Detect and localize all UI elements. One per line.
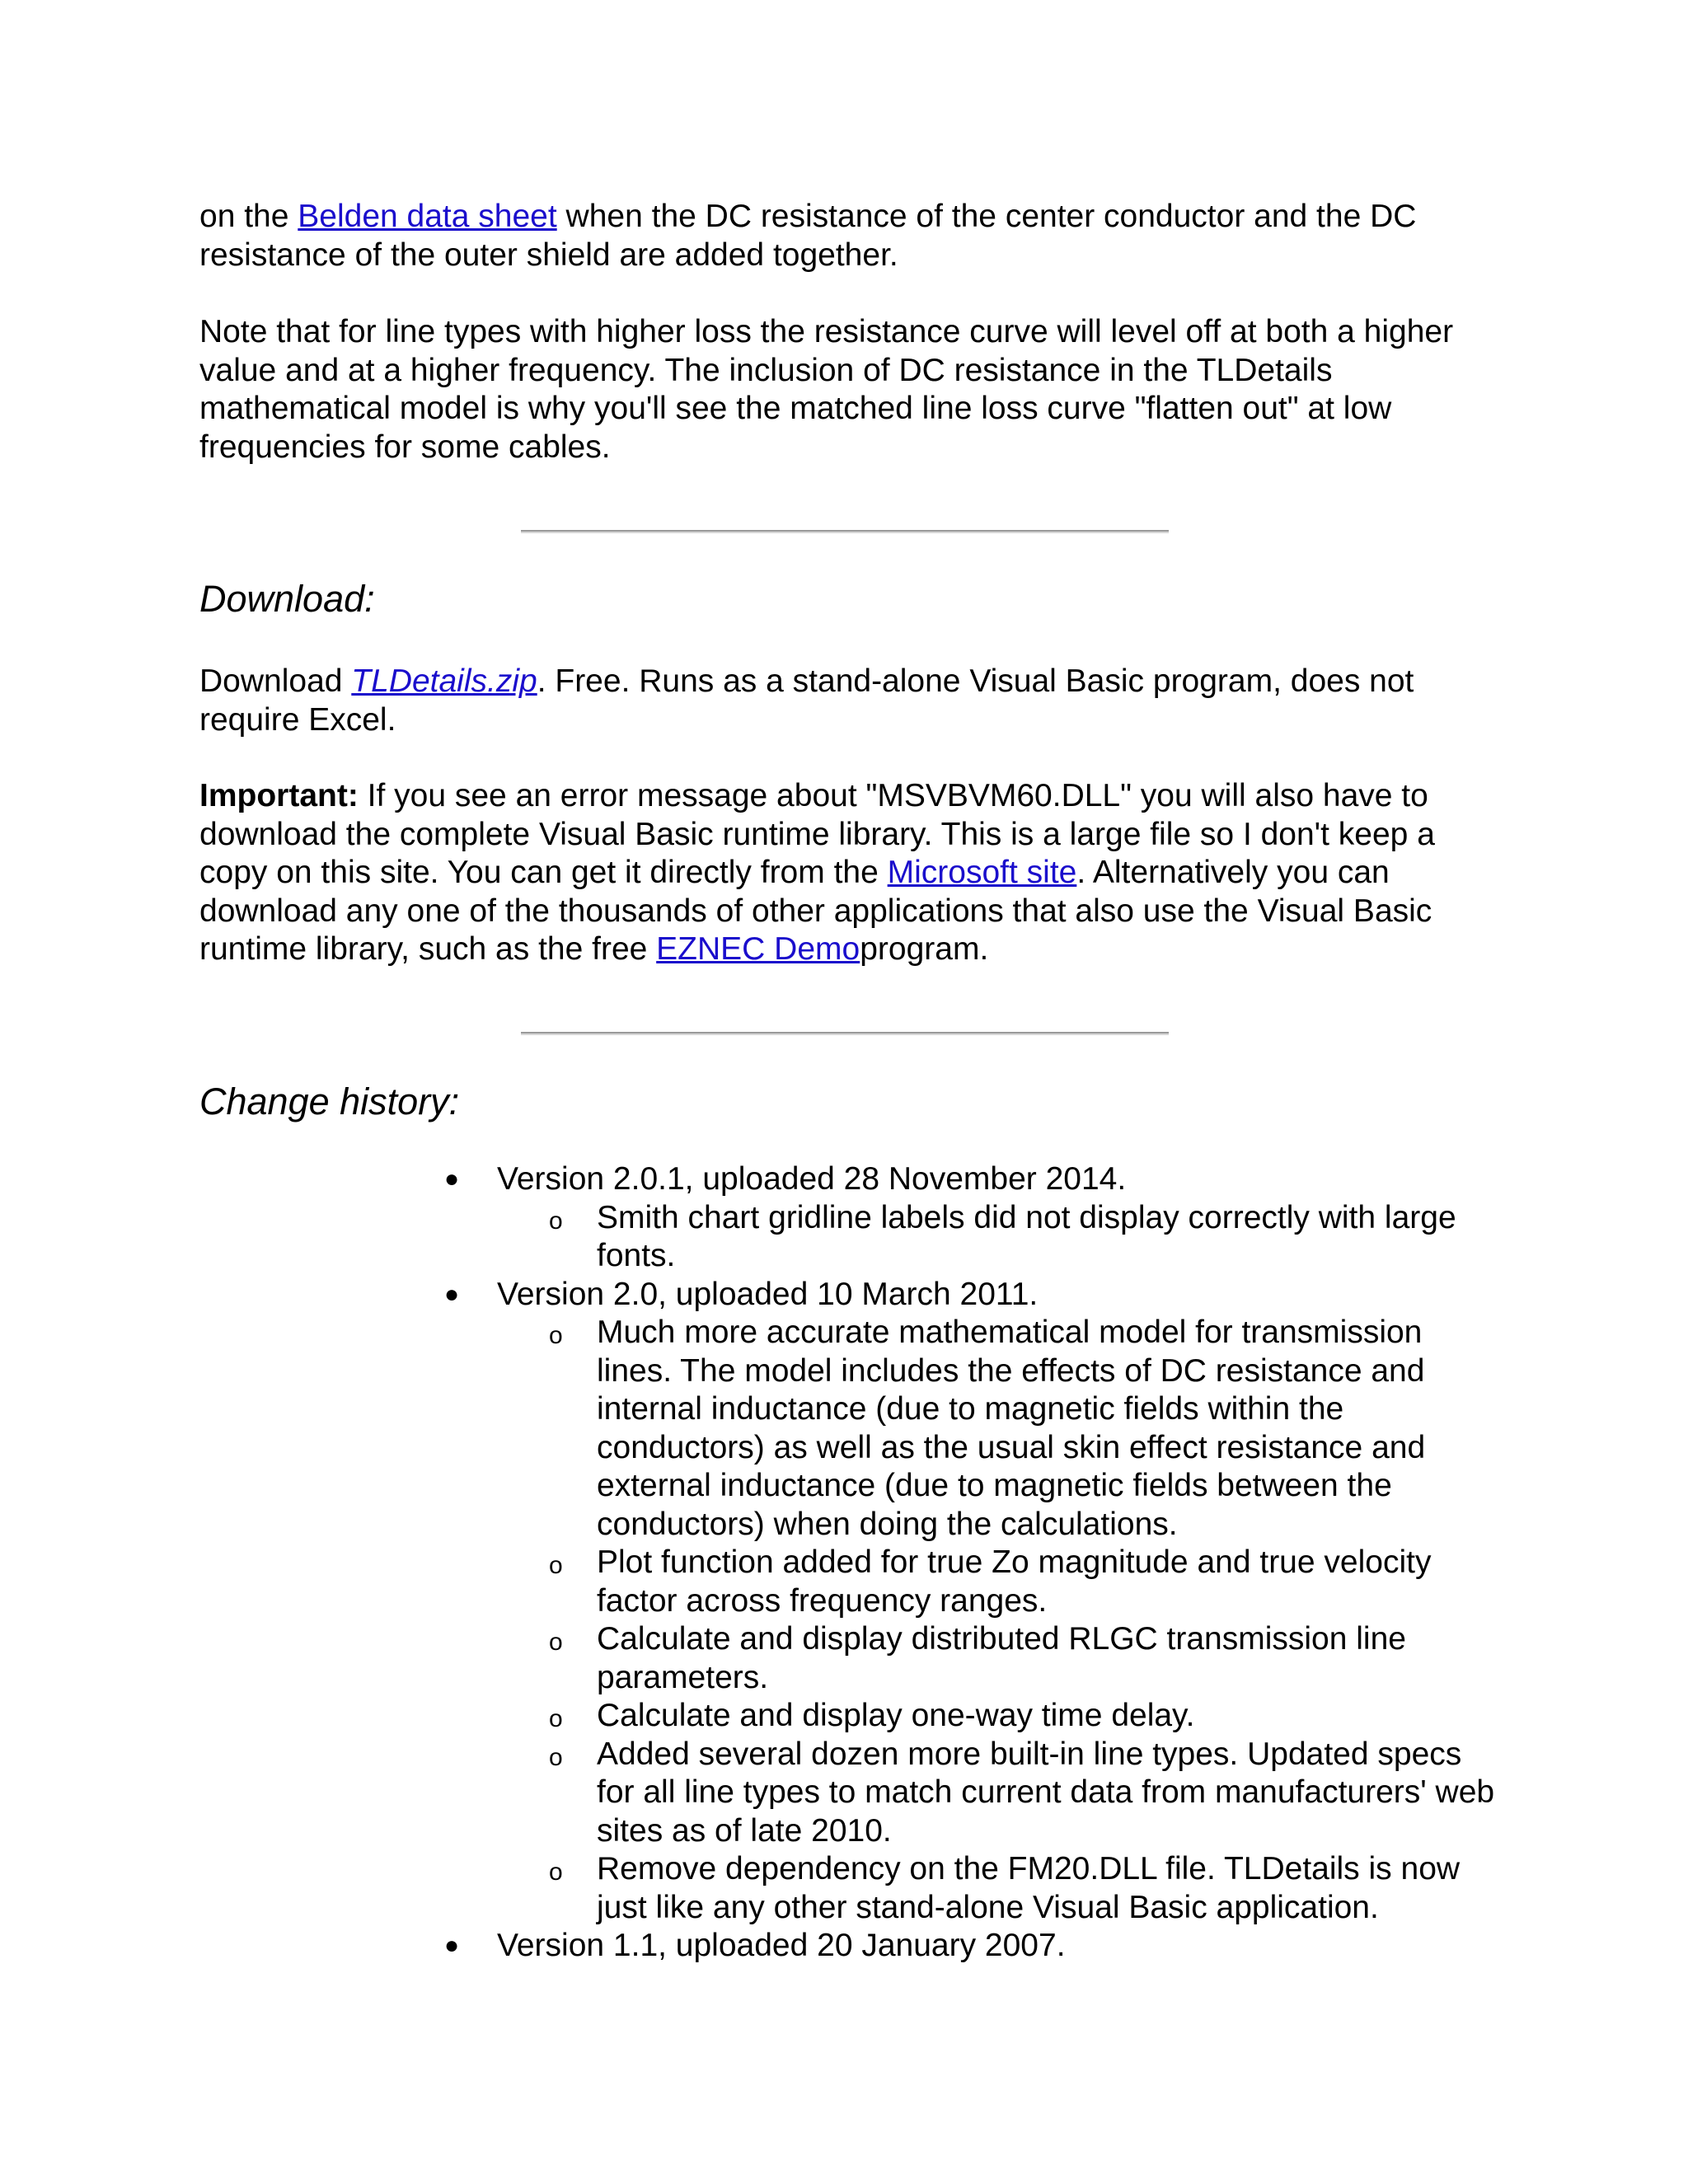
change-text: Calculate and display one-way time delay. bbox=[597, 1698, 1195, 1733]
download-suffix: . Free. Runs as a stand-alone Visual Basic program, does not require Excel. bbox=[199, 663, 1414, 738]
resistance-note-paragraph: Note that for line types with higher loss the resistance curve will level off at both a higher value and at a higher frequency. The inclusion of DC resistance in the TLDetails mathematical model is why you'll see the matched line loss curve "flatten out" at low frequencies for some cables. bbox=[199, 314, 1454, 465]
change-text: Smith chart gridline labels did not display correctly with large fonts. bbox=[597, 1199, 1456, 1273]
change-item bbox=[549, 1199, 1495, 1276]
divider-1 bbox=[521, 530, 1169, 533]
change-text: Much more accurate mathematical model for transmission lines. The model includes the effects of DC resistance and internal inductance (due to magnetic fields within the conductors) as well as the usual skin effect resistance and external inductance (due to magnetic fields between the conductors) when doing the calculations. bbox=[597, 1315, 1426, 1542]
belden-paragraph bbox=[199, 198, 1502, 274]
version-title: Version 2.0.1, uploaded 28 November 2014. bbox=[497, 1161, 1127, 1197]
bullet-icon: ● bbox=[444, 1280, 460, 1308]
change-item bbox=[549, 1544, 1495, 1620]
circle-bullet-icon: o bbox=[549, 1629, 563, 1656]
important-text-3: program. bbox=[860, 931, 989, 967]
change-text: Plot function added for true Zo magnitude and true velocity factor across frequency ranges. bbox=[597, 1544, 1432, 1619]
change-history-heading: Change history: bbox=[199, 1080, 460, 1122]
important-text-1: If you see an error message about "MSVBVM60.DLL" you will also have to download the complete Visual Basic runtime library. This is a large file so I don't keep a copy on this site. You can get it directly from the bbox=[199, 778, 1435, 890]
belden-data-sheet-link[interactable]: Belden data sheet bbox=[298, 199, 557, 234]
important-label: Important: bbox=[199, 778, 359, 813]
version-item bbox=[0, 1927, 1486, 1966]
download-prefix: Download bbox=[199, 663, 352, 699]
bullet-icon: ● bbox=[444, 1932, 460, 1959]
belden-paragraph-suffix: when the DC resistance of the center conductor and the DC resistance of the outer shield are added together. bbox=[199, 199, 1417, 273]
circle-bullet-icon: o bbox=[549, 1207, 563, 1235]
important-paragraph bbox=[199, 777, 1502, 969]
change-text: Remove dependency on the FM20.DLL file. TLDetails is now just like any other stand-alone Visual Basic application. bbox=[597, 1851, 1461, 1925]
circle-bullet-icon: o bbox=[549, 1322, 563, 1349]
change-item bbox=[549, 1850, 1495, 1927]
change-item bbox=[549, 1697, 1495, 1736]
bullet-icon: ● bbox=[444, 1165, 460, 1193]
version-title: Version 1.1, uploaded 20 January 2007. bbox=[497, 1928, 1066, 1963]
change-history-list bbox=[0, 1160, 1688, 1966]
eznec-demo-link[interactable]: EZNEC Demo bbox=[656, 931, 860, 967]
circle-bullet-icon: o bbox=[549, 1552, 563, 1579]
version-title: Version 2.0, uploaded 10 March 2011. bbox=[497, 1276, 1039, 1312]
change-item bbox=[549, 1314, 1495, 1544]
circle-bullet-icon: o bbox=[549, 1743, 563, 1771]
version-changes-list bbox=[497, 1199, 1486, 1276]
circle-bullet-icon: o bbox=[549, 1858, 563, 1886]
belden-paragraph-prefix: on the bbox=[199, 199, 298, 234]
change-item bbox=[549, 1736, 1495, 1851]
circle-bullet-icon: o bbox=[549, 1705, 563, 1732]
version-changes-list bbox=[497, 1314, 1495, 1927]
change-text: Added several dozen more built-in line types. Updated specs for all line types to match current data from manufacturers' web sites as of late 2010. bbox=[597, 1736, 1495, 1849]
version-item bbox=[0, 1160, 1486, 1276]
version-item bbox=[0, 1276, 1495, 1928]
tldetails-zip-link[interactable]: TLDetails.zip bbox=[351, 663, 537, 699]
change-item bbox=[549, 1620, 1495, 1697]
download-paragraph bbox=[199, 663, 1502, 739]
important-text-2: . Alternatively you can download any one of the thousands of other applications that also use the Visual Basic runtime library, such as the free bbox=[199, 855, 1432, 967]
change-text: Calculate and display distributed RLGC transmission line parameters. bbox=[597, 1621, 1406, 1695]
microsoft-site-link[interactable]: Microsoft site bbox=[887, 855, 1077, 890]
divider-2 bbox=[521, 1032, 1169, 1035]
download-heading: Download: bbox=[199, 578, 375, 620]
